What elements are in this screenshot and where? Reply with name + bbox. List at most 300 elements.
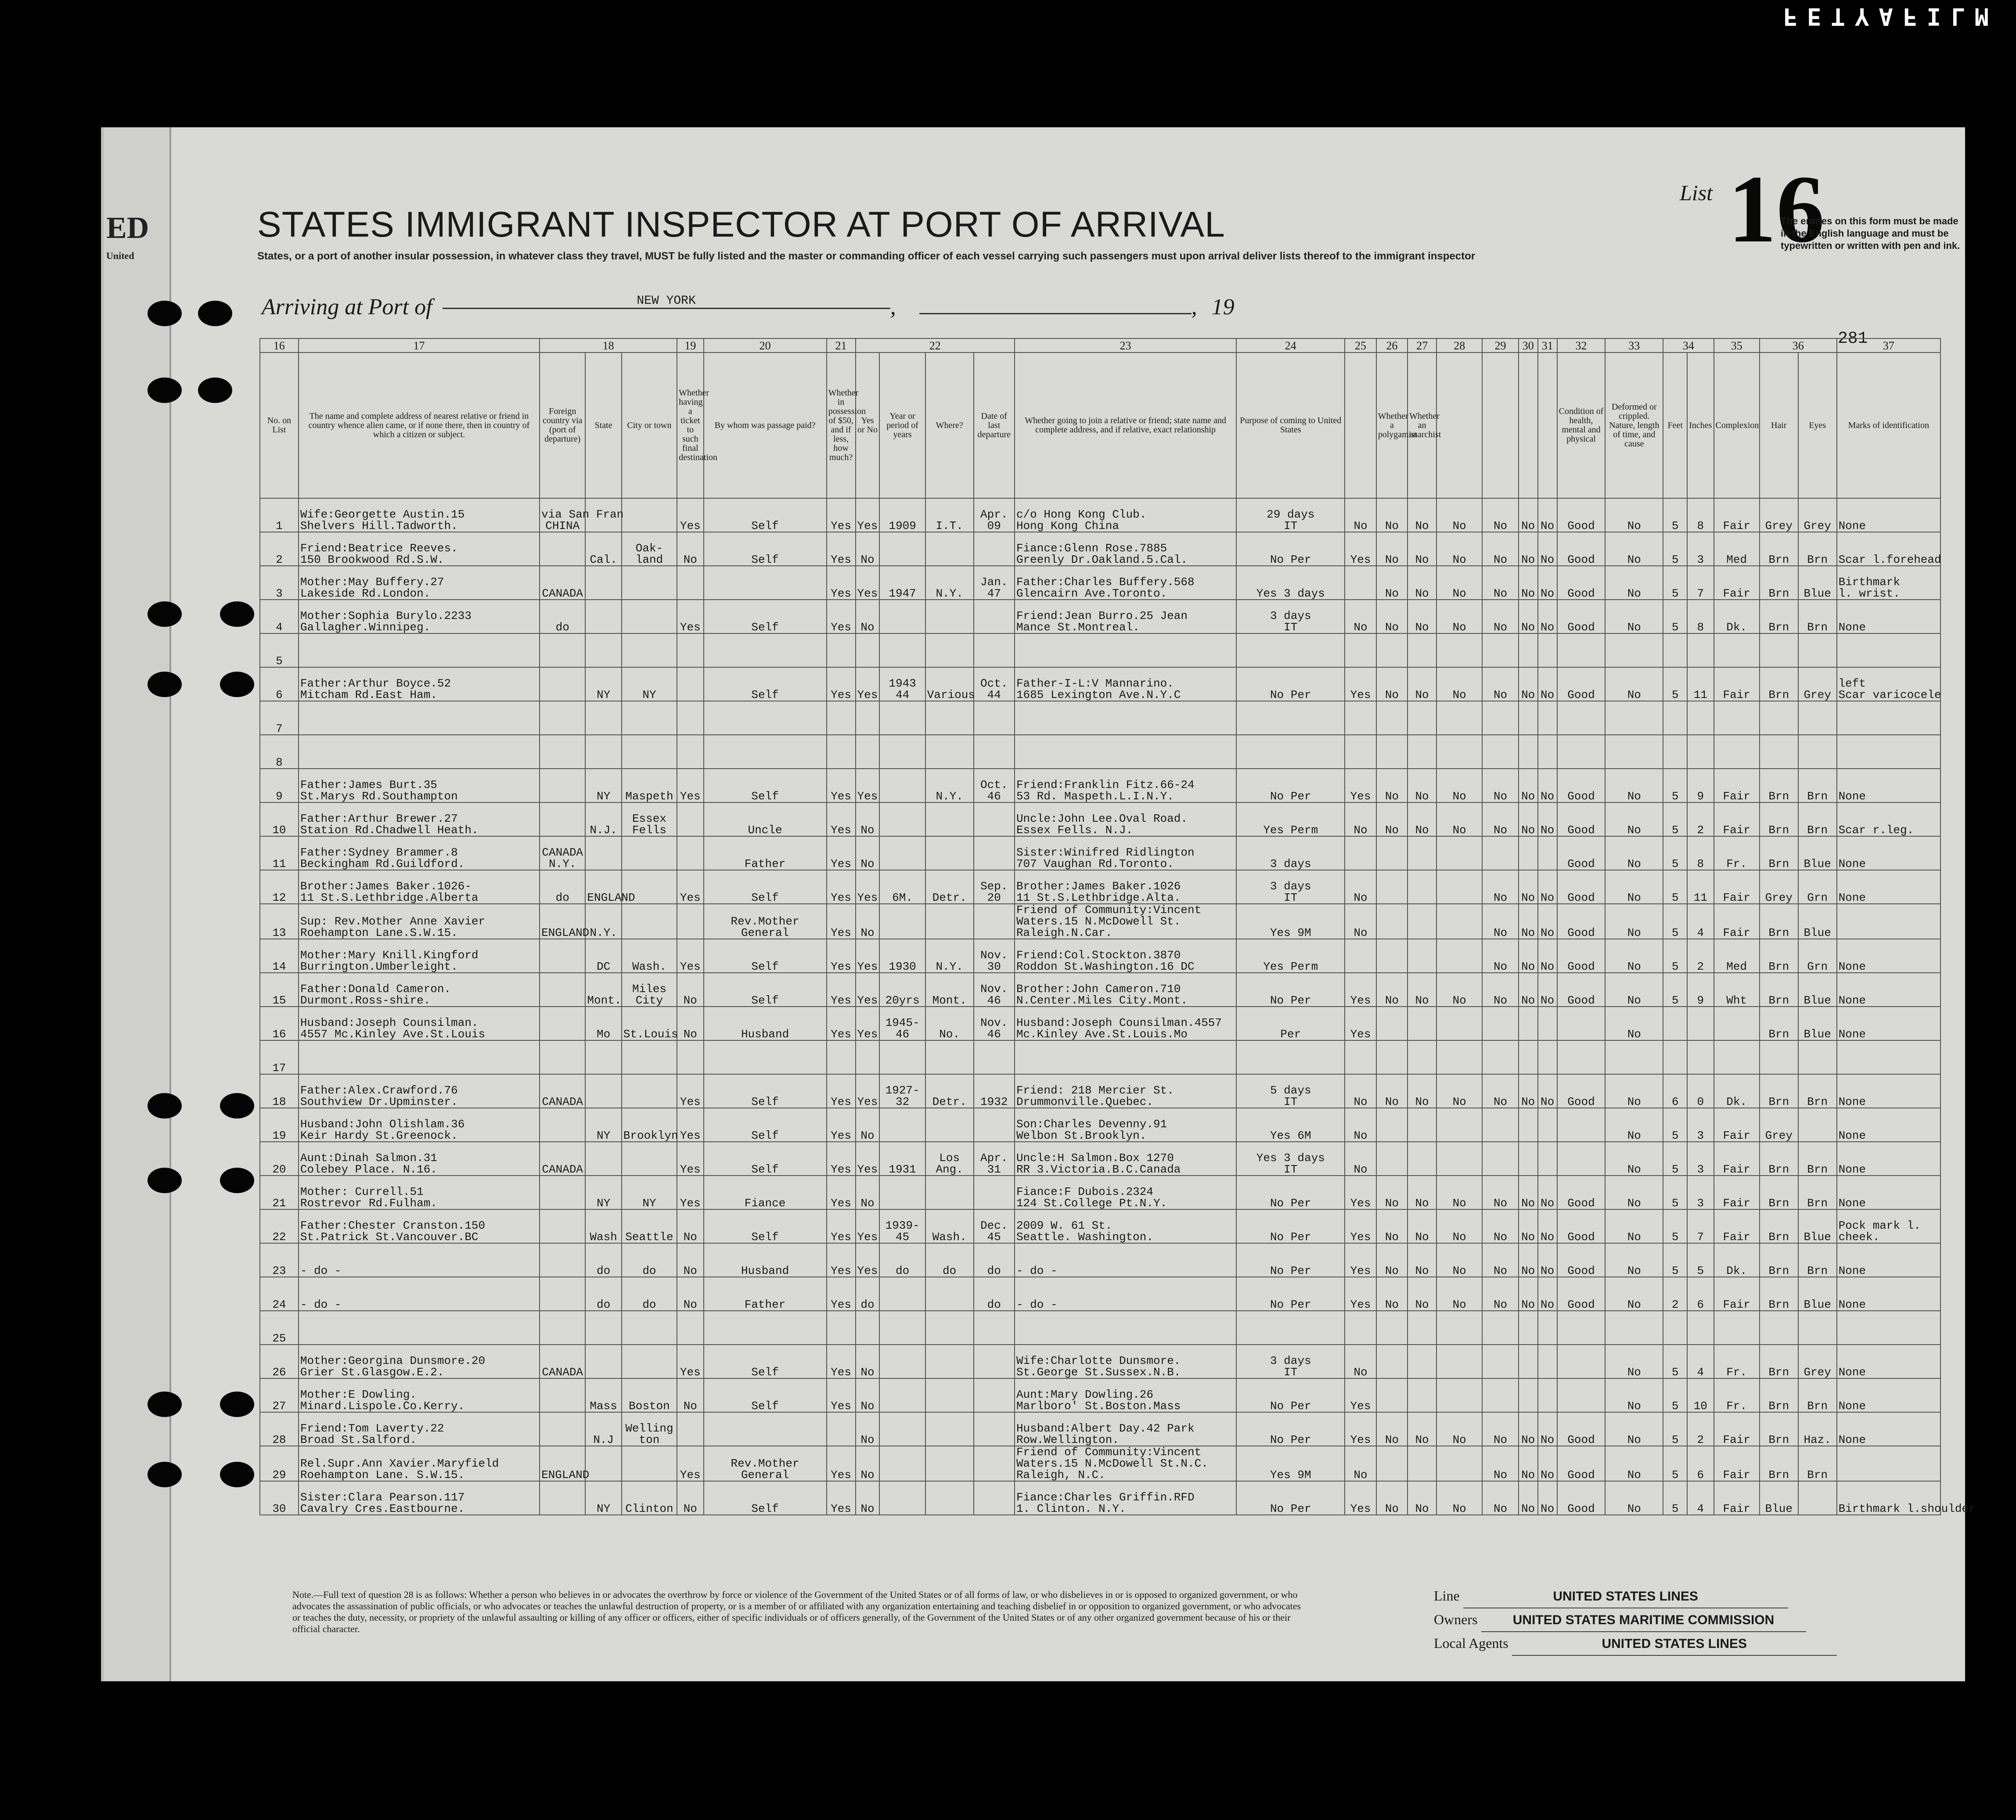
- cell-join: Uncle:H Salmon.Box 1270 RR 3.Victoria.B.C.Canada: [1015, 1142, 1236, 1176]
- cell-city: [622, 566, 677, 600]
- punch-hole: [148, 601, 182, 627]
- cell-ft: 5: [1663, 1176, 1687, 1209]
- cell-marks: None: [1837, 836, 1940, 870]
- cell-eyes: [1798, 1311, 1837, 1345]
- cell-ft: 5: [1663, 1412, 1687, 1446]
- cell-p27: No: [1408, 802, 1436, 836]
- cell-where: Mont.: [925, 973, 974, 1007]
- cell-eyes: Grey: [1798, 498, 1837, 532]
- cell-def: No: [1605, 1243, 1663, 1277]
- cell-fc: [540, 1108, 585, 1142]
- cell-eb: No: [856, 836, 880, 870]
- cell-p25: [1345, 735, 1376, 769]
- cell-cond: [1557, 633, 1606, 667]
- cell-marks: None: [1837, 1345, 1940, 1378]
- cell-paid: [704, 566, 827, 600]
- cell-hair: Brn: [1760, 566, 1798, 600]
- cell-rel: Father:Arthur Boyce.52 Mitcham Rd.East Ham.: [299, 667, 540, 701]
- cell-rel: Father:Chester Cranston.150 St.Patrick St.Vancouver.BC: [299, 1209, 540, 1243]
- cell-cx: Fair: [1714, 1209, 1760, 1243]
- column-number: 21: [827, 338, 856, 352]
- cell-dep: Nov. 46: [974, 973, 1015, 1007]
- cell-join: Husband:Joseph Counsilman.4557 Mc.Kinley Ave.St.Louis.Mo: [1015, 1007, 1236, 1040]
- cell-p26: No: [1376, 600, 1408, 633]
- column-number: 30: [1519, 338, 1538, 352]
- cell-yr: 1939- 45: [879, 1209, 925, 1243]
- cell-p31: [1538, 836, 1557, 870]
- cell-p29: No: [1482, 939, 1518, 973]
- cell-where: Detr.: [925, 1074, 974, 1108]
- cell-st: NY: [585, 1108, 621, 1142]
- cell-paid: Self: [704, 1209, 827, 1243]
- cell-ft: 5: [1663, 973, 1687, 1007]
- cell-no: 29: [260, 1446, 299, 1481]
- cell-eb: No: [856, 1108, 880, 1142]
- cell-st: [585, 600, 621, 633]
- cell-money: [827, 633, 856, 667]
- cell-join: Uncle:John Lee.Oval Road. Essex Fells. N.J.: [1015, 802, 1236, 836]
- cell-p30: No: [1519, 802, 1538, 836]
- column-number: 25: [1345, 338, 1376, 352]
- header-polygamist: Whether a polygamist: [1376, 352, 1408, 498]
- cell-ticket: [677, 701, 703, 735]
- cell-paid: [704, 1040, 827, 1074]
- cell-no: 25: [260, 1311, 299, 1345]
- cell-p27: [1408, 1345, 1436, 1378]
- cell-hair: [1760, 1311, 1798, 1345]
- cell-p25: Yes: [1345, 1243, 1376, 1277]
- header-complexion: Complexion: [1714, 352, 1760, 498]
- sheet-number: 281: [1838, 329, 1868, 348]
- cell-money: Yes: [827, 904, 856, 939]
- cell-p27: [1408, 1040, 1436, 1074]
- cell-money: Yes: [827, 1108, 856, 1142]
- header-foreign-country: Foreign country via (port of departure): [540, 352, 585, 498]
- cell-marks: None: [1837, 870, 1940, 904]
- cell-p28: No: [1436, 600, 1482, 633]
- header-row: [260, 352, 1940, 498]
- cell-money: [827, 735, 856, 769]
- cell-ticket: No: [677, 1243, 703, 1277]
- table-row: [260, 1378, 1940, 1412]
- cell-purpose: [1236, 735, 1345, 769]
- cell-p29: No: [1482, 802, 1518, 836]
- cell-in: 11: [1687, 870, 1714, 904]
- cell-no: 4: [260, 600, 299, 633]
- cell-p25: Yes: [1345, 769, 1376, 802]
- cell-p29: No: [1482, 1481, 1518, 1515]
- cell-st: N.J: [585, 1412, 621, 1446]
- cell-yr: [879, 1446, 925, 1481]
- cell-cx: [1714, 701, 1760, 735]
- cell-paid: Husband: [704, 1007, 827, 1040]
- cell-p25: No: [1345, 802, 1376, 836]
- cell-p30: [1519, 1311, 1538, 1345]
- cell-fc: [540, 802, 585, 836]
- cell-cx: Fr.: [1714, 1378, 1760, 1412]
- cell-purpose: No Per: [1236, 1243, 1345, 1277]
- cell-yr: [879, 1345, 925, 1378]
- cell-paid: Father: [704, 1277, 827, 1311]
- cell-purpose: Yes 3 days IT: [1236, 1142, 1345, 1176]
- column-number: 20: [704, 338, 827, 352]
- cell-no: 13: [260, 904, 299, 939]
- owners-label: Owners: [1434, 1611, 1478, 1627]
- cell-eb: do: [856, 1277, 880, 1311]
- cell-cond: Good: [1557, 836, 1606, 870]
- cell-ticket: Yes: [677, 1142, 703, 1176]
- cell-dep: [974, 1108, 1015, 1142]
- cell-paid: Self: [704, 532, 827, 566]
- cell-where: N.Y.: [925, 939, 974, 973]
- cell-st: Mo: [585, 1007, 621, 1040]
- cell-p30: [1519, 701, 1538, 735]
- cell-in: 3: [1687, 1176, 1714, 1209]
- cell-cond: [1557, 735, 1606, 769]
- cell-hair: Brn: [1760, 836, 1798, 870]
- cell-city: Seattle: [622, 1209, 677, 1243]
- cell-p28: No: [1436, 532, 1482, 566]
- cell-eyes: Blue: [1798, 1007, 1837, 1040]
- cell-p30: No: [1519, 1277, 1538, 1311]
- cell-yr: [879, 836, 925, 870]
- cell-no: 23: [260, 1243, 299, 1277]
- cell-ft: 5: [1663, 769, 1687, 802]
- cell-cx: Fair: [1714, 1481, 1760, 1515]
- cell-yr: [879, 532, 925, 566]
- cell-p30: No: [1519, 600, 1538, 633]
- cell-p28: No: [1436, 802, 1482, 836]
- cell-def: No: [1605, 1481, 1663, 1515]
- cell-st: Wash: [585, 1209, 621, 1243]
- cell-where: N.Y.: [925, 769, 974, 802]
- cell-city: [622, 1040, 677, 1074]
- cell-marks: None: [1837, 1142, 1940, 1176]
- cell-no: 15: [260, 973, 299, 1007]
- cell-p26: No: [1376, 498, 1408, 532]
- cell-purpose: Per: [1236, 1007, 1345, 1040]
- cell-money: [827, 1412, 856, 1446]
- table-row: [260, 769, 1940, 802]
- cell-money: Yes: [827, 1277, 856, 1311]
- cell-eb: [856, 633, 880, 667]
- cell-p31: [1538, 633, 1557, 667]
- cell-def: [1605, 1040, 1663, 1074]
- cell-cx: Fair: [1714, 1412, 1760, 1446]
- cell-in: 0: [1687, 1074, 1714, 1108]
- column-number: 26: [1376, 338, 1408, 352]
- cell-ticket: Yes: [677, 1074, 703, 1108]
- cell-st: DC: [585, 939, 621, 973]
- cell-marks: [1837, 1040, 1940, 1074]
- punch-hole: [148, 1462, 182, 1487]
- manifest-table: [259, 338, 1976, 1515]
- cell-where: N.Y.: [925, 566, 974, 600]
- cell-p27: [1408, 1142, 1436, 1176]
- header-date-departure: Date of last departure: [974, 352, 1015, 498]
- cell-eb: No: [856, 1176, 880, 1209]
- cell-p30: [1519, 633, 1538, 667]
- cell-p30: No: [1519, 1446, 1538, 1481]
- cell-ft: 5: [1663, 802, 1687, 836]
- cell-yr: [879, 1481, 925, 1515]
- cell-eb: [856, 1040, 880, 1074]
- cell-in: 9: [1687, 973, 1714, 1007]
- cell-st: do: [585, 1243, 621, 1277]
- cell-fc: via San Fran CHINA: [540, 498, 585, 532]
- cell-hair: Brn: [1760, 1277, 1798, 1311]
- cell-paid: Self: [704, 1142, 827, 1176]
- cell-dep: [974, 1378, 1015, 1412]
- cell-money: Yes: [827, 1446, 856, 1481]
- cell-fc: [540, 1176, 585, 1209]
- cell-p27: [1408, 836, 1436, 870]
- column-number: 34: [1663, 338, 1714, 352]
- cell-fc: [540, 532, 585, 566]
- cell-cond: Good: [1557, 904, 1606, 939]
- cell-ticket: No: [677, 532, 703, 566]
- cell-no: 22: [260, 1209, 299, 1243]
- date-field: [919, 313, 1192, 314]
- cell-p26: No: [1376, 532, 1408, 566]
- cell-p31: No: [1538, 1412, 1557, 1446]
- cell-p25: Yes: [1345, 1481, 1376, 1515]
- cell-eb: Yes: [856, 667, 880, 701]
- cell-eb: Yes: [856, 1209, 880, 1243]
- header-col-31: [1538, 352, 1557, 498]
- cell-dep: [974, 735, 1015, 769]
- cell-marks: None: [1837, 1007, 1940, 1040]
- cell-join: Son:Charles Devenny.91 Welbon St.Brooklyn.: [1015, 1108, 1236, 1142]
- cell-p26: [1376, 870, 1408, 904]
- cell-ft: [1663, 1311, 1687, 1345]
- cell-purpose: No Per: [1236, 1277, 1345, 1311]
- cell-in: 4: [1687, 1345, 1714, 1378]
- cell-eb: No: [856, 904, 880, 939]
- cell-dep: [974, 600, 1015, 633]
- cell-p27: [1408, 1311, 1436, 1345]
- cell-cond: Good: [1557, 973, 1606, 1007]
- cell-eb: Yes: [856, 1074, 880, 1108]
- cell-paid: Uncle: [704, 802, 827, 836]
- left-margin-strip: [104, 127, 171, 1681]
- cell-def: No: [1605, 1074, 1663, 1108]
- punch-hole: [148, 1392, 182, 1417]
- cell-p25: Yes: [1345, 1176, 1376, 1209]
- cell-city: NY: [622, 667, 677, 701]
- cell-no: 28: [260, 1412, 299, 1446]
- cell-p29: No: [1482, 1176, 1518, 1209]
- cell-eyes: Brn: [1798, 600, 1837, 633]
- cell-p26: No: [1376, 1209, 1408, 1243]
- cell-purpose: [1236, 1040, 1345, 1074]
- cell-p29: [1482, 1040, 1518, 1074]
- cell-marks: None: [1837, 939, 1940, 973]
- cell-dep: [974, 836, 1015, 870]
- cell-rel: Sister:Clara Pearson.117 Cavalry Cres.Eastbourne.: [299, 1481, 540, 1515]
- cell-p27: [1408, 1446, 1436, 1481]
- cell-cond: Good: [1557, 532, 1606, 566]
- table-row: [260, 701, 1940, 735]
- cell-paid: Self: [704, 1378, 827, 1412]
- cell-in: 8: [1687, 498, 1714, 532]
- cell-p31: [1538, 701, 1557, 735]
- cell-in: 8: [1687, 600, 1714, 633]
- cell-cond: Good: [1557, 1243, 1606, 1277]
- cell-money: Yes: [827, 1007, 856, 1040]
- cell-p28: [1436, 1446, 1482, 1481]
- cell-p27: [1408, 633, 1436, 667]
- cell-cond: Good: [1557, 1412, 1606, 1446]
- cell-eyes: Grey: [1798, 667, 1837, 701]
- cell-fc: [540, 973, 585, 1007]
- cell-p30: No: [1519, 1243, 1538, 1277]
- cell-p28: [1436, 1007, 1482, 1040]
- cell-st: NY: [585, 1176, 621, 1209]
- cell-p31: No: [1538, 1176, 1557, 1209]
- cell-money: Yes: [827, 802, 856, 836]
- cell-money: Yes: [827, 1074, 856, 1108]
- cell-purpose: No Per: [1236, 1378, 1345, 1412]
- cell-ft: 5: [1663, 1378, 1687, 1412]
- cell-join: Father-I-L:V Mannarino. 1685 Lexington Ave.N.Y.C: [1015, 667, 1236, 701]
- cell-hair: [1760, 735, 1798, 769]
- cell-yr: [879, 735, 925, 769]
- cell-p27: No: [1408, 1412, 1436, 1446]
- cell-purpose: [1236, 633, 1345, 667]
- cell-p31: No: [1538, 802, 1557, 836]
- cell-ft: 6: [1663, 1074, 1687, 1108]
- cell-cx: Dk.: [1714, 1074, 1760, 1108]
- cell-city: [622, 904, 677, 939]
- header-anarchist: Whether an anarchist: [1408, 352, 1436, 498]
- header-col-28: [1436, 352, 1482, 498]
- cell-p26: [1376, 836, 1408, 870]
- cell-st: [585, 566, 621, 600]
- cell-ticket: No: [677, 1277, 703, 1311]
- cell-fc: CANADA: [540, 1345, 585, 1378]
- cell-rel: Father:Arthur Brewer.27 Station Rd.Chadwell Heath.: [299, 802, 540, 836]
- list-note: The entries on this form must be made in the English language and must be typewritten or written with pen and ink.: [1781, 216, 1960, 251]
- cell-p29: [1482, 1311, 1518, 1345]
- cell-ticket: [677, 566, 703, 600]
- cell-cond: Good: [1557, 802, 1606, 836]
- cell-yr: [879, 1176, 925, 1209]
- cell-cx: Wht: [1714, 973, 1760, 1007]
- cell-st: N.J.: [585, 802, 621, 836]
- cell-def: No: [1605, 802, 1663, 836]
- cell-hair: Blue: [1760, 1481, 1798, 1515]
- cell-purpose: No Per: [1236, 1481, 1345, 1515]
- cell-paid: Self: [704, 1345, 827, 1378]
- cell-p28: [1436, 1345, 1482, 1378]
- cell-ticket: Yes: [677, 498, 703, 532]
- cell-no: 30: [260, 1481, 299, 1515]
- cell-ft: 5: [1663, 870, 1687, 904]
- cell-ft: 5: [1663, 1209, 1687, 1243]
- cell-city: Clinton: [622, 1481, 677, 1515]
- cell-p30: No: [1519, 667, 1538, 701]
- cell-cx: Fair: [1714, 904, 1760, 939]
- cell-p25: Yes: [1345, 1007, 1376, 1040]
- cell-no: 18: [260, 1074, 299, 1108]
- cell-p31: [1538, 1040, 1557, 1074]
- table-row: [260, 633, 1940, 667]
- cell-no: 20: [260, 1142, 299, 1176]
- film-label: FETYAFILM: [1783, 3, 1998, 30]
- punch-hole: [148, 672, 182, 697]
- cell-paid: Fiance: [704, 1176, 827, 1209]
- cell-cond: Good: [1557, 600, 1606, 633]
- cell-marks: [1837, 1311, 1940, 1345]
- cell-p27: No: [1408, 769, 1436, 802]
- cell-eb: No: [856, 600, 880, 633]
- cell-dep: Apr. 09: [974, 498, 1015, 532]
- cell-no: 24: [260, 1277, 299, 1311]
- cell-in: [1687, 1040, 1714, 1074]
- cell-ft: 5: [1663, 498, 1687, 532]
- table-row: [260, 973, 1940, 1007]
- cell-p31: [1538, 1007, 1557, 1040]
- cell-paid: Self: [704, 939, 827, 973]
- table-row: [260, 1412, 1940, 1446]
- cell-join: - do -: [1015, 1243, 1236, 1277]
- cell-where: Los Ang.: [925, 1142, 974, 1176]
- cell-eyes: Grey: [1798, 1345, 1837, 1378]
- cell-p31: [1538, 1311, 1557, 1345]
- cell-fc: [540, 633, 585, 667]
- cell-yr: 1927- 32: [879, 1074, 925, 1108]
- cell-paid: [704, 1412, 827, 1446]
- cell-eyes: Haz.: [1798, 1412, 1837, 1446]
- page-title: STATES IMMIGRANT INSPECTOR AT PORT OF ARRIVAL: [257, 205, 1225, 245]
- cell-marks: [1837, 904, 1940, 939]
- cell-city: [622, 1142, 677, 1176]
- cell-p26: [1376, 1345, 1408, 1378]
- cell-where: I.T.: [925, 498, 974, 532]
- cell-no: 10: [260, 802, 299, 836]
- cell-p30: No: [1519, 769, 1538, 802]
- cell-fc: [540, 1209, 585, 1243]
- cell-cond: Good: [1557, 498, 1606, 532]
- cell-purpose: Yes 9M: [1236, 904, 1345, 939]
- cell-city: [622, 600, 677, 633]
- cell-def: No: [1605, 566, 1663, 600]
- cell-fc: [540, 1040, 585, 1074]
- film-strip: [0, 0, 2016, 31]
- cell-st: Mass: [585, 1378, 621, 1412]
- table-row: [260, 1176, 1940, 1209]
- column-number: 16: [260, 338, 299, 352]
- cell-p28: [1436, 633, 1482, 667]
- cell-p25: No: [1345, 870, 1376, 904]
- cell-ft: 5: [1663, 600, 1687, 633]
- cell-p27: No: [1408, 566, 1436, 600]
- cell-eyes: Grn: [1798, 939, 1837, 973]
- cell-p31: No: [1538, 667, 1557, 701]
- cell-eyes: Brn: [1798, 769, 1837, 802]
- header-year-period: Year or period of years: [879, 352, 925, 498]
- cell-ft: 5: [1663, 904, 1687, 939]
- table-row: [260, 904, 1940, 939]
- cell-p28: [1436, 904, 1482, 939]
- cell-purpose: 29 days IT: [1236, 498, 1345, 532]
- cell-ticket: Yes: [677, 1446, 703, 1481]
- cell-st: NY: [585, 769, 621, 802]
- cell-cx: Fair: [1714, 498, 1760, 532]
- cell-cond: Good: [1557, 1074, 1606, 1108]
- cell-purpose: Yes Perm: [1236, 939, 1345, 973]
